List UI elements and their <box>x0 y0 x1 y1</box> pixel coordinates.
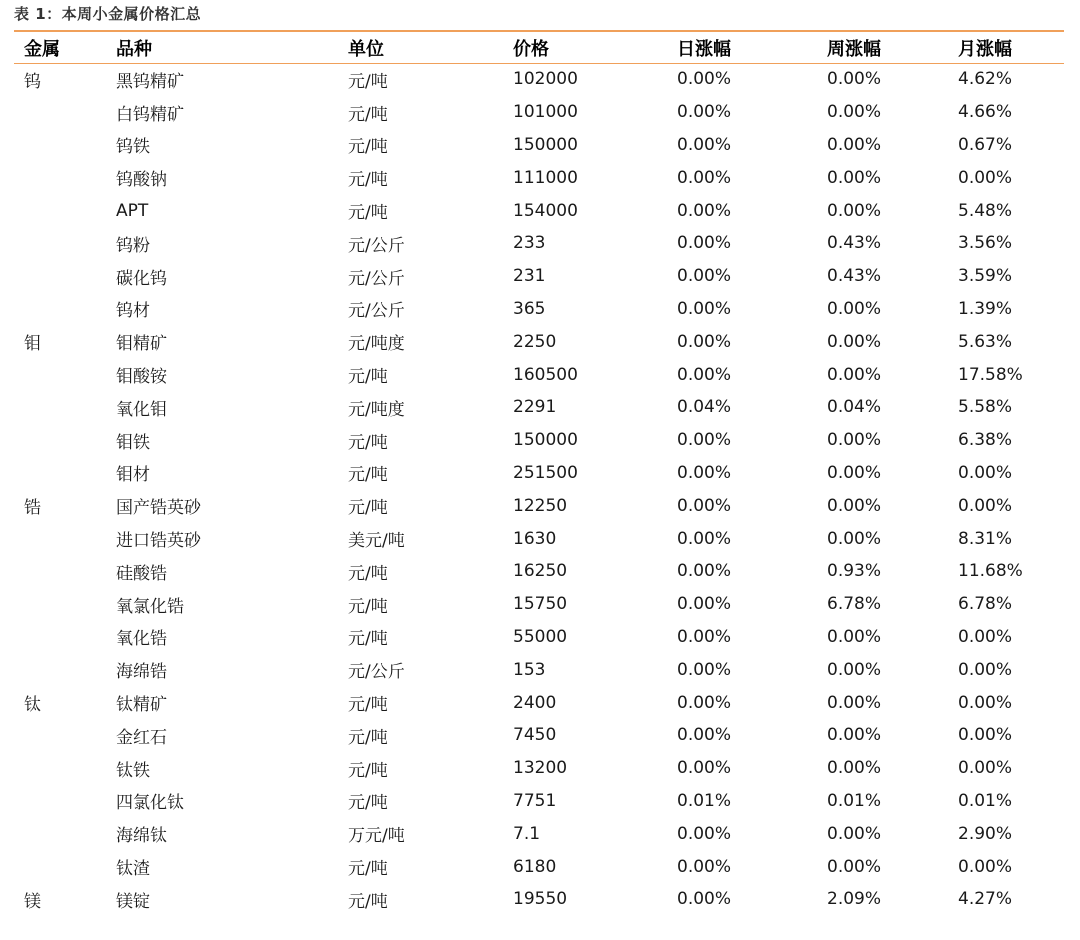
cell-price: 150000 <box>513 134 578 155</box>
table-row <box>14 686 1064 719</box>
cell-variety: 氧化锆 <box>116 629 167 650</box>
cell-daily-change: 0.00% <box>677 69 732 90</box>
cell-variety: 白钨精矿 <box>116 104 184 125</box>
cell-weekly-change: 0.00% <box>827 298 882 319</box>
cell-metal <box>14 621 106 654</box>
cell-daily-change: 0.00% <box>677 462 732 483</box>
cell-variety: 钨酸钠 <box>116 170 167 191</box>
cell-monthly-change: 6.78% <box>958 594 1013 615</box>
cell-unit: 元/吨 <box>348 760 388 781</box>
cell-metal <box>14 391 106 424</box>
cell-weekly-change: 0.00% <box>827 69 882 90</box>
cell-monthly-change: 0.00% <box>958 725 1013 746</box>
table-row <box>14 817 1064 850</box>
cell-metal <box>14 358 106 391</box>
table-row <box>14 883 1064 916</box>
cell-unit: 元/吨 <box>348 432 388 453</box>
cell-variety: 金红石 <box>116 727 167 748</box>
cell-monthly-change: 4.62% <box>958 69 1013 90</box>
cell-variety: 钼材 <box>116 465 150 486</box>
cell-price: 154000 <box>513 200 578 221</box>
cell-price: 101000 <box>513 102 578 123</box>
cell-daily-change: 0.00% <box>677 298 732 319</box>
cell-variety: 黑钨精矿 <box>116 71 184 92</box>
cell-monthly-change: 5.48% <box>958 200 1013 221</box>
cell-monthly-change: 1.39% <box>958 298 1013 319</box>
cell-daily-change: 0.00% <box>677 528 732 549</box>
header-variety: 品种 <box>116 38 152 60</box>
cell-weekly-change: 0.00% <box>827 659 882 680</box>
table-row <box>14 63 1064 96</box>
cell-price: 365 <box>513 298 546 319</box>
cell-variety: 钨粉 <box>116 235 150 256</box>
table-row <box>14 457 1064 490</box>
cell-unit: 元/吨 <box>348 367 388 388</box>
cell-monthly-change: 11.68% <box>958 561 1023 582</box>
cell-unit: 元/吨 <box>348 891 388 912</box>
cell-metal: 锆 <box>24 498 41 519</box>
table-row <box>14 489 1064 522</box>
header-daily-change: 日涨幅 <box>677 38 731 60</box>
cell-variety: 进口锆英砂 <box>116 531 201 552</box>
cell-metal: 钼 <box>24 334 41 355</box>
table-row <box>14 325 1064 358</box>
cell-monthly-change: 0.00% <box>958 167 1013 188</box>
cell-metal <box>14 850 106 883</box>
cell-price: 55000 <box>513 626 568 647</box>
table-row <box>14 555 1064 588</box>
cell-metal <box>14 161 106 194</box>
cell-weekly-change: 0.00% <box>827 528 882 549</box>
cell-daily-change: 0.00% <box>677 364 732 385</box>
table-row <box>14 719 1064 752</box>
cell-unit: 元/吨 <box>348 596 388 617</box>
table-row <box>14 621 1064 654</box>
cell-daily-change: 0.01% <box>677 790 732 811</box>
cell-monthly-change: 5.63% <box>958 331 1013 352</box>
cell-daily-change: 0.00% <box>677 692 732 713</box>
cell-price: 102000 <box>513 69 578 90</box>
cell-variety: 氧氯化锆 <box>116 596 184 617</box>
cell-metal <box>14 129 106 162</box>
cell-monthly-change: 17.58% <box>958 364 1023 385</box>
table-row <box>14 424 1064 457</box>
cell-metal <box>14 194 106 227</box>
cell-variety: 钛铁 <box>116 760 150 781</box>
cell-variety: 钨铁 <box>116 137 150 158</box>
cell-metal <box>14 227 106 260</box>
table-row <box>14 391 1064 424</box>
cell-metal <box>14 653 106 686</box>
cell-weekly-change: 0.00% <box>827 692 882 713</box>
cell-price: 2400 <box>513 692 557 713</box>
cell-metal <box>14 424 106 457</box>
cell-weekly-change: 0.00% <box>827 102 882 123</box>
table-row <box>14 358 1064 391</box>
cell-daily-change: 0.00% <box>677 889 732 910</box>
cell-unit: 元/吨度 <box>348 334 405 355</box>
cell-monthly-change: 0.00% <box>958 758 1013 779</box>
cell-weekly-change: 2.09% <box>827 889 882 910</box>
cell-unit: 万元/吨 <box>348 826 405 847</box>
cell-unit: 元/吨 <box>348 498 388 519</box>
cell-daily-change: 0.00% <box>677 233 732 254</box>
cell-price: 111000 <box>513 167 578 188</box>
cell-daily-change: 0.00% <box>677 561 732 582</box>
cell-monthly-change: 0.00% <box>958 462 1013 483</box>
cell-price: 7.1 <box>513 823 541 844</box>
header-weekly-change: 周涨幅 <box>827 38 881 60</box>
header-monthly-change: 月涨幅 <box>958 38 1012 60</box>
cell-unit: 元/吨 <box>348 793 388 814</box>
cell-unit: 美元/吨 <box>348 531 405 552</box>
cell-price: 6180 <box>513 856 557 877</box>
cell-weekly-change: 0.93% <box>827 561 882 582</box>
cell-unit: 元/吨 <box>348 137 388 158</box>
cell-unit: 元/吨 <box>348 727 388 748</box>
table-row <box>14 588 1064 621</box>
cell-metal <box>14 522 106 555</box>
cell-metal <box>14 752 106 785</box>
cell-weekly-change: 0.00% <box>827 823 882 844</box>
cell-variety: 钼铁 <box>116 432 150 453</box>
cell-daily-change: 0.00% <box>677 167 732 188</box>
cell-unit: 元/公斤 <box>348 662 405 683</box>
cell-price: 13200 <box>513 758 568 779</box>
cell-price: 2291 <box>513 397 557 418</box>
cell-price: 153 <box>513 659 546 680</box>
table-row <box>14 227 1064 260</box>
table-row <box>14 850 1064 883</box>
cell-unit: 元/吨度 <box>348 399 405 420</box>
cell-variety: 国产锆英砂 <box>116 498 201 519</box>
cell-price: 19550 <box>513 889 568 910</box>
cell-price: 15750 <box>513 594 568 615</box>
cell-daily-change: 0.00% <box>677 594 732 615</box>
cell-weekly-change: 0.00% <box>827 856 882 877</box>
cell-monthly-change: 3.59% <box>958 266 1013 287</box>
cell-unit: 元/吨 <box>348 71 388 92</box>
cell-variety: 海绵钛 <box>116 826 167 847</box>
cell-weekly-change: 0.00% <box>827 495 882 516</box>
cell-metal: 钛 <box>24 695 41 716</box>
cell-daily-change: 0.00% <box>677 626 732 647</box>
table-row <box>14 293 1064 326</box>
cell-monthly-change: 0.67% <box>958 134 1013 155</box>
table-body <box>14 63 1064 916</box>
cell-variety: 钛精矿 <box>116 695 167 716</box>
cell-weekly-change: 0.00% <box>827 626 882 647</box>
table-row <box>14 752 1064 785</box>
cell-monthly-change: 0.00% <box>958 626 1013 647</box>
cell-metal <box>14 96 106 129</box>
cell-metal: 镁 <box>24 891 41 912</box>
cell-metal <box>14 588 106 621</box>
cell-metal <box>14 293 106 326</box>
cell-weekly-change: 0.00% <box>827 134 882 155</box>
cell-weekly-change: 0.43% <box>827 266 882 287</box>
cell-daily-change: 0.04% <box>677 397 732 418</box>
cell-monthly-change: 0.01% <box>958 790 1013 811</box>
cell-variety: 钨材 <box>116 301 150 322</box>
cell-unit: 元/吨 <box>348 859 388 880</box>
cell-monthly-change: 5.58% <box>958 397 1013 418</box>
cell-daily-change: 0.00% <box>677 102 732 123</box>
cell-monthly-change: 3.56% <box>958 233 1013 254</box>
header-unit: 单位 <box>348 38 384 60</box>
table-row <box>14 522 1064 555</box>
cell-metal <box>14 817 106 850</box>
cell-variety: 钼酸铵 <box>116 367 167 388</box>
cell-weekly-change: 0.00% <box>827 200 882 221</box>
cell-metal: 钨 <box>24 71 41 92</box>
cell-daily-change: 0.00% <box>677 725 732 746</box>
cell-monthly-change: 4.66% <box>958 102 1013 123</box>
cell-unit: 元/吨 <box>348 104 388 125</box>
cell-metal <box>14 260 106 293</box>
cell-weekly-change: 0.00% <box>827 167 882 188</box>
cell-daily-change: 0.00% <box>677 134 732 155</box>
cell-unit: 元/吨 <box>348 695 388 716</box>
cell-monthly-change: 8.31% <box>958 528 1013 549</box>
cell-price: 150000 <box>513 430 578 451</box>
cell-price: 12250 <box>513 495 568 516</box>
cell-daily-change: 0.00% <box>677 200 732 221</box>
cell-daily-change: 0.00% <box>677 856 732 877</box>
cell-variety: 海绵锆 <box>116 662 167 683</box>
cell-variety: 钼精矿 <box>116 334 167 355</box>
table-row <box>14 194 1064 227</box>
cell-daily-change: 0.00% <box>677 823 732 844</box>
cell-variety: 硅酸锆 <box>116 563 167 584</box>
table-header-row <box>14 32 1064 63</box>
cell-unit: 元/吨 <box>348 563 388 584</box>
cell-metal <box>14 785 106 818</box>
cell-price: 251500 <box>513 462 578 483</box>
table-row <box>14 161 1064 194</box>
cell-daily-change: 0.00% <box>677 758 732 779</box>
table-row <box>14 129 1064 162</box>
cell-weekly-change: 0.00% <box>827 430 882 451</box>
cell-price: 233 <box>513 233 546 254</box>
cell-weekly-change: 0.00% <box>827 462 882 483</box>
cell-daily-change: 0.00% <box>677 495 732 516</box>
cell-variety: 碳化钨 <box>116 268 167 289</box>
cell-unit: 元/公斤 <box>348 268 405 289</box>
header-metal: 金属 <box>24 38 60 60</box>
table-row <box>14 96 1064 129</box>
cell-variety: 钛渣 <box>116 859 150 880</box>
cell-variety: APT <box>116 200 149 221</box>
header-price: 价格 <box>513 38 549 60</box>
cell-weekly-change: 6.78% <box>827 594 882 615</box>
table-caption: 表 1：本周小金属价格汇总 <box>14 5 202 23</box>
cell-monthly-change: 0.00% <box>958 659 1013 680</box>
cell-daily-change: 0.00% <box>677 266 732 287</box>
cell-price: 16250 <box>513 561 568 582</box>
cell-weekly-change: 0.01% <box>827 790 882 811</box>
cell-price: 1630 <box>513 528 557 549</box>
cell-daily-change: 0.00% <box>677 430 732 451</box>
cell-unit: 元/公斤 <box>348 235 405 256</box>
cell-unit: 元/吨 <box>348 629 388 650</box>
table-row <box>14 653 1064 686</box>
cell-weekly-change: 0.00% <box>827 758 882 779</box>
cell-unit: 元/吨 <box>348 203 388 224</box>
cell-monthly-change: 0.00% <box>958 495 1013 516</box>
cell-monthly-change: 4.27% <box>958 889 1013 910</box>
cell-monthly-change: 0.00% <box>958 856 1013 877</box>
table-row <box>14 785 1064 818</box>
cell-price: 2250 <box>513 331 557 352</box>
cell-daily-change: 0.00% <box>677 659 732 680</box>
cell-unit: 元/吨 <box>348 170 388 191</box>
cell-unit: 元/公斤 <box>348 301 405 322</box>
cell-monthly-change: 2.90% <box>958 823 1013 844</box>
cell-price: 7751 <box>513 790 557 811</box>
cell-weekly-change: 0.00% <box>827 331 882 352</box>
table-row <box>14 260 1064 293</box>
cell-weekly-change: 0.00% <box>827 725 882 746</box>
cell-metal <box>14 719 106 752</box>
cell-weekly-change: 0.43% <box>827 233 882 254</box>
cell-monthly-change: 6.38% <box>958 430 1013 451</box>
cell-weekly-change: 0.00% <box>827 364 882 385</box>
metal-price-table <box>14 32 1064 916</box>
cell-metal <box>14 457 106 490</box>
cell-unit: 元/吨 <box>348 465 388 486</box>
cell-variety: 四氯化钛 <box>116 793 184 814</box>
cell-variety: 镁锭 <box>116 891 150 912</box>
cell-price: 7450 <box>513 725 557 746</box>
cell-price: 231 <box>513 266 546 287</box>
cell-daily-change: 0.00% <box>677 331 732 352</box>
cell-price: 160500 <box>513 364 578 385</box>
cell-monthly-change: 0.00% <box>958 692 1013 713</box>
cell-metal <box>14 555 106 588</box>
cell-weekly-change: 0.04% <box>827 397 882 418</box>
cell-variety: 氧化钼 <box>116 399 167 420</box>
